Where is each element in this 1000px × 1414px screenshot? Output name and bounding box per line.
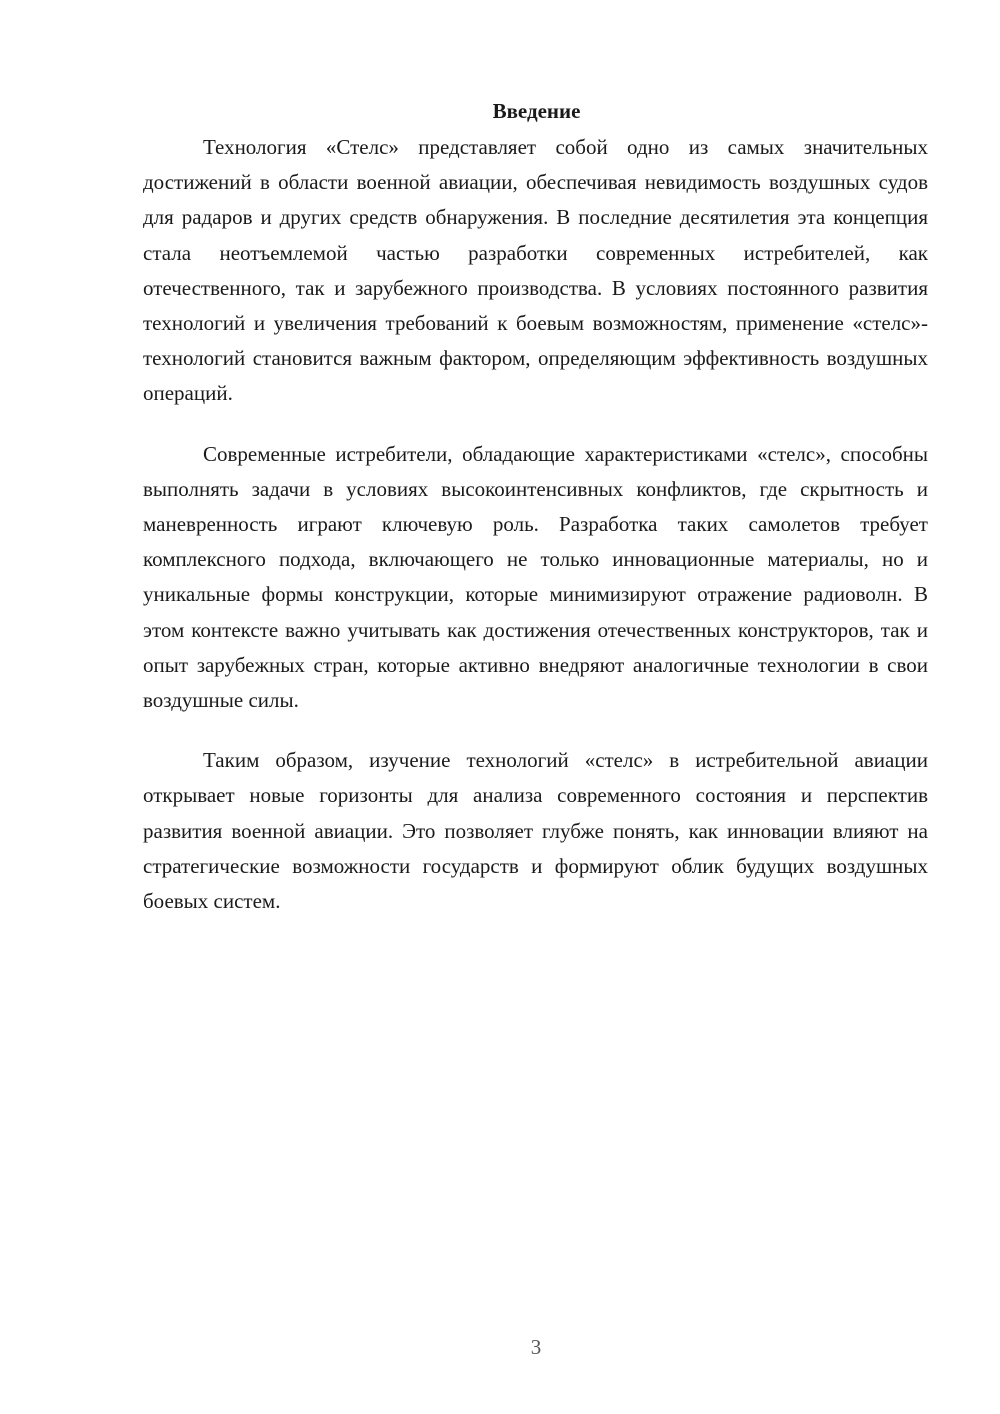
section-title: Введение — [492, 99, 581, 123]
page-number: 3 — [530, 1335, 542, 1359]
page-content — [143, 96, 928, 919]
paragraph-1: Технология «Стелс» представляет собой одно из самых значительных достижений в области военной авиации, обеспечивая невидимость воздушных судов для радаров и других средств обнаружения. В последние десятилетия эта концепция стала неотъемлемой частью разработки современных истребителей, как отечественного, так и зарубежного производства. В условиях постоянного развития технологий и увеличения требований к боевым возможностям, применение «стелс»-технологий становится важным фактором, определяющим эффективность воздушных операций. — [143, 135, 928, 406]
paragraph-2: Современные истребители, обладающие характеристиками «стелс», способны выполнять задачи в условиях высокоинтенсивных конфликтов, где скрытность и маневренность играют ключевую роль. Разработка таких самолетов требует комплексного подхода, включающего не только инновационные материалы, но и уникальные формы конструкции, которые минимизируют отражение радиоволн. В этом контексте важно учитывать как достижения отечественных конструкторов, так и опыт зарубежных стран, которые активно внедряют аналогичные технологии в свои воздушные силы. — [143, 441, 928, 713]
paragraph-3: Таким образом, изучение технологий «стелс» в истребительной авиации открывает новые горизонты для анализа современного состояния и перспектив развития военной авиации. Это позволяет глубже понять, как инновации влияют на стратегические возможности государств и формируют облик будущих воздушных боевых систем. — [143, 748, 928, 914]
